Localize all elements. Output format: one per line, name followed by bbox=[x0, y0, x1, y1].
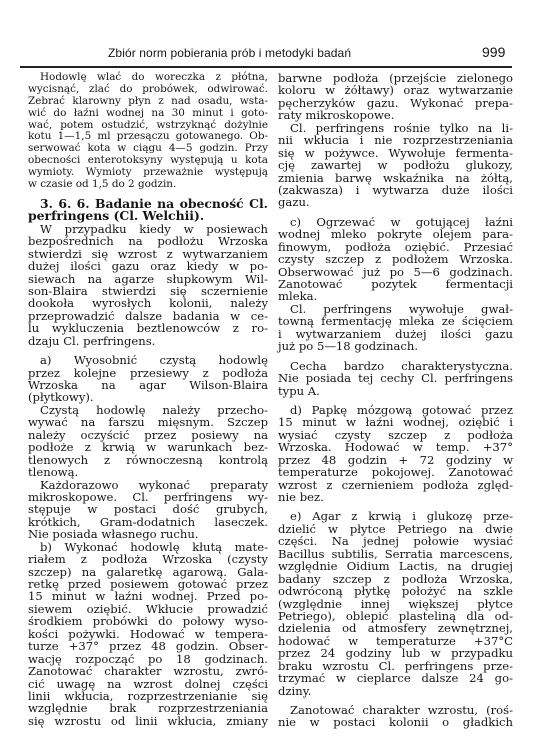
text-line: son-Blaira stwierdzi się sczernienie bbox=[28, 283, 268, 298]
text-line: siewem oziębić. Wkłucie prowadzić bbox=[28, 601, 268, 616]
text-line: d) Papkę mózgową gotować przez bbox=[290, 402, 513, 417]
right-paragraph-3 bbox=[278, 216, 513, 303]
text-line: e) Agar z krwią i glukozę prze- bbox=[290, 509, 513, 524]
text-line: Zanotować charakter wzrostu, (roś- bbox=[290, 703, 513, 717]
text-line: temperaturze pokojowej. Zanotować bbox=[278, 465, 513, 480]
text-line: dzielić w płytce Petriego na dwie bbox=[278, 521, 513, 536]
text-line: Czystą hodowlę należy przecho- bbox=[40, 402, 268, 417]
text-line: już po 5—18 godzinach. bbox=[278, 339, 419, 354]
text-line: w czasie od 1,5 do 2 godzin. bbox=[28, 178, 177, 191]
text-line: barwne podłoża (przejście zielonego bbox=[278, 71, 513, 85]
text-line: obecności enterotoksyny występują u kota bbox=[28, 154, 268, 167]
text-line: siewach na agarze słupkowym Wil- bbox=[28, 271, 268, 286]
header-rule bbox=[20, 66, 512, 68]
text-line: a) Wyosobnić czystą hodowlę bbox=[40, 353, 268, 368]
text-line: (względnie innej większej płytce bbox=[278, 596, 513, 611]
right-paragraph-5 bbox=[278, 360, 513, 397]
text-line: Zanotować pozytek fermentacji bbox=[278, 277, 513, 291]
text-line: gazu. bbox=[278, 195, 310, 210]
text-line: Cl. perfringens rośnie tylko na li- bbox=[290, 120, 513, 135]
text-line: W przypadku kiedy w posiewach bbox=[40, 221, 268, 236]
text-line: części. Na jednej połowie wysiać bbox=[278, 534, 513, 549]
text-line: wysiać czysty szczep z podłoża bbox=[278, 427, 513, 442]
text-line: Obserwować już po 5—6 godzinach. bbox=[278, 264, 513, 279]
text-line: mikroskopowe. Cl. perfringens wy- bbox=[28, 489, 268, 504]
text-line: zmienia barwę wskaźnika na żółtą, bbox=[278, 170, 513, 185]
text-line: dużej ilości gazu oraz kiedy w po- bbox=[28, 259, 268, 274]
text-line: Hodowlę wlać do woreczka z płótna, bbox=[40, 71, 268, 83]
text-line: Wrzoska na agar Wilson-Blaira bbox=[28, 378, 268, 393]
text-line: Nie posiada tej cechy Cl. perfringens bbox=[278, 371, 513, 386]
text-line: się w pożywce. Wywołuje fermenta- bbox=[278, 145, 513, 160]
text-line: wywać na farszu mięsnym. Szczep bbox=[28, 415, 268, 430]
page-number: 999 bbox=[482, 44, 506, 60]
text-line: (zakwasza) i wytwarza duże ilości bbox=[278, 182, 513, 197]
text-line: cję zawartej w podłożu glukozy, bbox=[278, 158, 513, 173]
right-paragraph-2 bbox=[278, 122, 513, 209]
text-line: krótkich, Gram-dodatnich laseczek. bbox=[28, 514, 268, 529]
text-line: finowym, podłoża oziębić. Przesiać bbox=[278, 239, 513, 254]
text-line: c) Ogrzewać w gotującej łaźni bbox=[290, 214, 513, 229]
text-line: Cl. perfringens wywołuje gwał- bbox=[290, 301, 513, 316]
text-line: wzrost z czernieniem podłoża zględ- bbox=[278, 477, 513, 492]
running-header bbox=[0, 44, 535, 64]
right-column bbox=[278, 72, 513, 729]
text-line: braku wzrostu Cl. perfringens prze- bbox=[278, 658, 513, 673]
text-line: Nie posiada własnego ruchu. bbox=[28, 527, 199, 542]
right-paragraph-1 bbox=[278, 72, 513, 122]
text-line: wać, potem ostudzić, wstrzyknąć dożylnie bbox=[28, 118, 268, 131]
text-line: perfringens (Cl. Welchii). bbox=[28, 208, 205, 224]
text-line: stwierdzi się wzrost z wytwarzaniem bbox=[28, 246, 268, 261]
text-line: hodować w temperaturze +37°C bbox=[278, 633, 513, 648]
right-paragraph-6 bbox=[278, 404, 513, 504]
text-line: cić uwagę na wzrost dolnej części bbox=[28, 676, 268, 691]
text-line: Bacillus subtilis, Serratia marcescens, bbox=[278, 546, 513, 561]
text-line: odwróconą płytkę położyć na szkle bbox=[278, 584, 513, 599]
text-line: riałem z podłoża Wrzoska (czysty bbox=[28, 552, 268, 567]
text-line: turze +37° przez 48 godzin. Obser- bbox=[28, 639, 268, 654]
text-line: koloru w żółtawy) oraz wytwarzanie bbox=[278, 83, 513, 98]
text-line: serwować kota w ciągu 4—5 godzin. Przy bbox=[28, 142, 268, 155]
running-title: Zbiór norm pobierania prób i metodyki badań bbox=[108, 46, 352, 60]
text-line: względnie Oidium Lactis, na drugiej bbox=[278, 559, 513, 574]
text-line: Petriego), oblepić plasteliną dla od- bbox=[278, 608, 513, 623]
text-line: wymioty. Wymioty przeważnie występują bbox=[28, 166, 268, 179]
text-line: wić do łaźni wodnej na 30 minut i goto- bbox=[28, 106, 268, 119]
right-paragraph-4 bbox=[278, 303, 513, 353]
text-line: kości pożywki. Hodować w tempera- bbox=[28, 626, 268, 641]
text-line: się wzrostu od linii wkłucia, zmiany bbox=[28, 713, 268, 728]
text-line: bezpośrednich na podłożu Wrzoska bbox=[28, 234, 268, 249]
text-line: Cecha bardzo charakterystyczna. bbox=[290, 358, 513, 373]
text-line: wację rozpocząć po 18 godzinach. bbox=[28, 651, 268, 666]
text-line: b) Wykonać hodowlę kłutą mate- bbox=[40, 539, 268, 554]
left-column bbox=[28, 72, 268, 727]
text-line: przez 48 godzin + 72 godziny w bbox=[278, 452, 513, 467]
text-line: Zanotować charakter wzrostu, zwró- bbox=[28, 664, 268, 679]
text-line: tlenową. bbox=[28, 465, 79, 480]
text-line: i wytwarzaniem dużej ilości gazu bbox=[278, 326, 513, 341]
text-line: 3. 6. 6. Badanie na obecność Cl. bbox=[40, 195, 268, 211]
left-paragraph-2 bbox=[28, 354, 268, 404]
text-line: nie bez. bbox=[278, 490, 324, 504]
text-line: przez kolejne przesiewy z podłoża bbox=[28, 365, 268, 380]
text-line: środkiem probówki do połowy wyso- bbox=[28, 614, 268, 629]
text-line: należy oczyścić przez posiewy na bbox=[28, 427, 268, 442]
text-line: trzymać w cieplarce dalsze 24 go- bbox=[278, 671, 513, 686]
text-line: dziny. bbox=[278, 683, 312, 698]
text-line: 15 minut w łaźni wodnej, oziębić i bbox=[278, 415, 513, 430]
text-line: przez 24 godziny lub w przypadku bbox=[278, 646, 513, 661]
left-paragraph-1 bbox=[28, 223, 268, 347]
text-line: Każdorazowo wykonać preparaty bbox=[40, 477, 268, 492]
left-paragraph-4 bbox=[28, 479, 268, 541]
text-line: kotu 1—1,5 ml przesączu gotowanego. Ob- bbox=[28, 130, 268, 143]
right-paragraph-8 bbox=[278, 704, 513, 729]
text-line: pęcherzyków gazu. Wykonać prepa- bbox=[278, 95, 513, 110]
text-line: nie w postaci kolonii o gładkich bbox=[278, 715, 513, 730]
text-line: dookoła wyrosłych kolonii, należy bbox=[28, 296, 268, 311]
text-line: linii wkłucia, rozprzestrzenianie się bbox=[28, 688, 268, 703]
text-line: dzielenia od atmosfery zewnętrznej, bbox=[278, 621, 513, 636]
text-line: 15 minut w łaźni wodnej. Przed po- bbox=[28, 589, 268, 604]
right-paragraph-7 bbox=[278, 510, 513, 697]
left-intro-paragraph bbox=[28, 72, 268, 191]
text-line: Wrzoska. Hodować w temp. +37° bbox=[278, 440, 513, 455]
text-line: retkę przed posiewem gotować przez bbox=[28, 577, 268, 592]
text-line: towną fermentację mleka ze ścięciem bbox=[278, 314, 513, 329]
text-line: stępuje w postaci dość grubych, bbox=[28, 502, 268, 517]
text-line: nii wkłucia i nie rozprzestrzeniania bbox=[278, 133, 513, 148]
text-line: wodnej mleko pokryte olejem para- bbox=[278, 227, 513, 242]
text-line: przeprowadzić dalsze badania w ce- bbox=[28, 308, 268, 323]
text-line: tlenowych z równoczesną kontrolą bbox=[28, 452, 268, 467]
left-paragraph-5 bbox=[28, 541, 268, 728]
text-line: lu wykluczenia beztlenowców z ro- bbox=[28, 321, 268, 336]
text-line: dzaju Cl. perfringens. bbox=[28, 333, 156, 348]
text-line: względnie brak rozprzestrzeniania bbox=[28, 701, 268, 716]
text-line: badany szczep z podłoża Wrzoska, bbox=[278, 571, 513, 586]
text-line: Zebrać klarowny płyn z nad osadu, wsta- bbox=[28, 94, 268, 107]
text-line: mleka. bbox=[278, 289, 318, 304]
section-heading bbox=[28, 195, 268, 224]
text-line: raty mikroskopowe. bbox=[278, 108, 395, 123]
text-line: podłoże z krwią w warunkach bez- bbox=[28, 440, 268, 455]
left-paragraph-3 bbox=[28, 404, 268, 479]
text-line: wycisnąć, zlać do probówek, odwirować. bbox=[28, 82, 268, 95]
text-line: szczep) na galaretkę agarową. Gala- bbox=[28, 564, 268, 579]
text-line: typu A. bbox=[278, 383, 320, 398]
text-line: (płytkowy). bbox=[28, 390, 94, 405]
text-line: czysty szczep z podłożem Wrzoska. bbox=[278, 252, 513, 267]
